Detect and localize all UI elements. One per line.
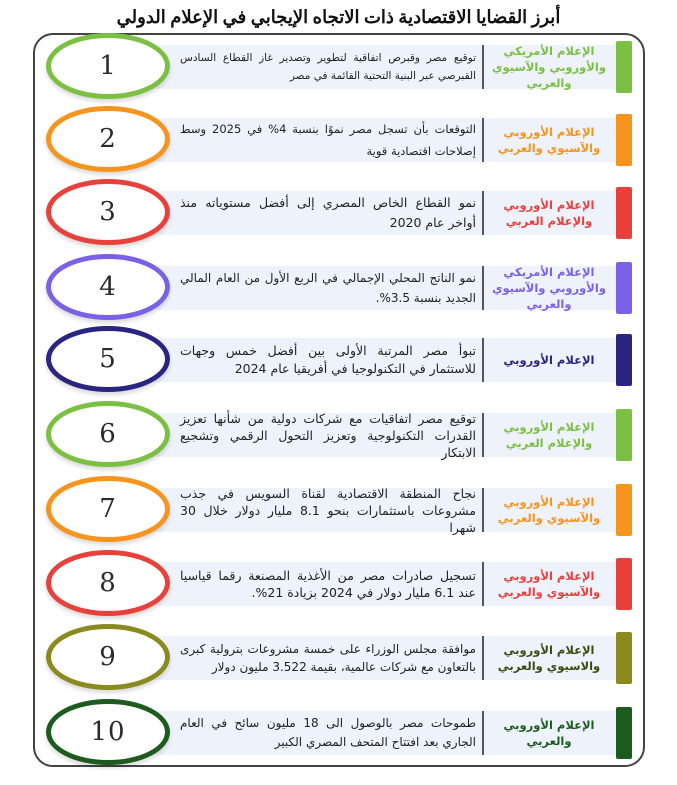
page-title: أبرز القضايا الاقتصادية ذات الاتجاه الإيجابي في الإعلام الدولي xyxy=(116,7,561,27)
number-badge xyxy=(46,326,170,392)
media-sources xyxy=(486,554,612,614)
issue-row xyxy=(42,330,637,390)
issue-number: 3 xyxy=(99,197,117,227)
issue-text: طموحات مصر بالوصول الى 18 مليون سائح في العام الجاري بعد افتتاح المتحف المصري الكبير xyxy=(180,716,476,749)
divider xyxy=(482,562,484,606)
divider xyxy=(482,118,484,162)
issue-row xyxy=(42,480,637,540)
issue-description xyxy=(180,330,476,390)
issue-description xyxy=(180,703,476,763)
issue-text: نمو الناتج المحلي الإجمالي في الربع الأول من العام المالي الجديد بنسبة 3.5%. xyxy=(180,271,476,305)
media-label: الإعلام الأوروبي xyxy=(503,353,595,367)
issue-row xyxy=(42,703,637,763)
media-sources xyxy=(486,258,612,318)
issue-row xyxy=(42,405,637,465)
media-sources xyxy=(486,183,612,243)
issue-row xyxy=(42,258,637,318)
issue-number: 2 xyxy=(99,124,117,154)
number-badge xyxy=(46,550,170,616)
issue-description xyxy=(180,183,476,243)
number-badge xyxy=(46,106,170,172)
issue-number: 8 xyxy=(99,568,117,598)
issue-number: 1 xyxy=(99,51,117,81)
color-tab xyxy=(616,484,632,536)
number-badge xyxy=(46,179,170,245)
media-label: الإعلام الأوروبي والآسيوي والعربي xyxy=(497,495,601,525)
issue-description xyxy=(180,554,476,614)
color-tab xyxy=(616,262,632,314)
number-badge xyxy=(46,254,170,320)
number-badge xyxy=(46,33,170,99)
issue-text: التوقعات بأن تسجل مصر نموًا بنسبة 4% في 2025 وسط إصلاحات اقتصادية قوية xyxy=(180,122,476,158)
issue-number: 4 xyxy=(99,272,117,302)
media-sources xyxy=(486,110,612,170)
issue-number: 9 xyxy=(99,642,117,672)
issue-row xyxy=(42,554,637,614)
media-sources xyxy=(486,480,612,540)
color-tab xyxy=(616,334,632,386)
media-label: الإعلام الأوروبي والإعلام العربي xyxy=(503,198,595,228)
media-label: الإعلام الأوروبي والاسيوي والعربي xyxy=(497,643,601,673)
number-badge xyxy=(46,476,170,542)
issue-number: 5 xyxy=(99,344,117,374)
media-sources xyxy=(486,703,612,763)
issue-row xyxy=(42,37,637,97)
color-tab xyxy=(616,632,632,684)
media-sources xyxy=(486,628,612,688)
issue-description xyxy=(180,628,476,688)
divider xyxy=(482,191,484,235)
issue-text: تسجيل صادرات مصر من الأغذية المصنعة رقما قياسيا عند 6.1 مليار دولار في 2024 بزيادة 21%. xyxy=(180,568,476,600)
divider xyxy=(482,413,484,457)
color-tab xyxy=(616,409,632,461)
issue-description xyxy=(180,405,476,465)
color-tab xyxy=(616,41,632,93)
issue-description xyxy=(180,110,476,170)
color-tab xyxy=(616,707,632,759)
number-badge xyxy=(46,401,170,467)
media-label: الإعلام الأمريكي والأوروبي والآسيوي والعربي xyxy=(492,44,606,90)
media-label: الإعلام الأمريكي والأوروبي والآسيوي والعربي xyxy=(492,265,606,311)
issue-number: 7 xyxy=(99,494,117,524)
color-tab xyxy=(616,558,632,610)
issue-row xyxy=(42,110,637,170)
media-sources xyxy=(486,37,612,97)
media-sources xyxy=(486,330,612,390)
divider xyxy=(482,45,484,89)
divider xyxy=(482,636,484,680)
issue-text: نمو القطاع الخاص المصري إلى أفضل مستوياته منذ أواخر عام 2020 xyxy=(180,195,476,230)
media-label: الإعلام الأوروبي والإعلام العربي xyxy=(503,420,595,450)
media-label: الإعلام الأوروبي والعربي xyxy=(503,718,595,748)
issue-text: نجاح المنطقة الاقتصادية لقناة السويس في جذب مشروعات باستثمارات بنحو 8.1 مليار دولار خلال 30 شهرا xyxy=(180,485,476,535)
color-tab xyxy=(616,187,632,239)
divider xyxy=(482,711,484,755)
issue-description xyxy=(180,480,476,540)
issue-text: تبوأ مصر المرتبة الأولى بين أفضل خمس وجهات للاستثمار في التكنولوجيا في أفريقيا عام 2024 xyxy=(180,343,476,376)
media-label: الإعلام الأوروبي والآسيوي والعربي xyxy=(497,125,601,155)
issue-description xyxy=(180,37,476,97)
divider xyxy=(482,266,484,310)
issue-number: 6 xyxy=(99,419,117,449)
divider xyxy=(482,338,484,382)
issue-row xyxy=(42,183,637,243)
number-badge xyxy=(46,624,170,690)
media-label: الإعلام الأوروبي والآسيوي والعربي xyxy=(497,569,601,599)
number-badge xyxy=(46,699,170,765)
issue-text: توقيع مصر اتفاقيات مع شركات دولية من شأنها تعزيز القدرات التكنولوجية وتعزيز التحول الرقمي وتشجيع الابتكار xyxy=(180,410,476,460)
issue-text: موافقة مجلس الوزراء على خمسة مشروعات بترولية كبرى بالتعاون مع شركات عالمية، بقيمة 3.522 مليون دولار xyxy=(180,642,476,674)
divider xyxy=(482,488,484,532)
color-tab xyxy=(616,114,632,166)
issue-number: 10 xyxy=(90,717,126,747)
media-sources xyxy=(486,405,612,465)
issue-description xyxy=(180,258,476,318)
issue-text: توقيع مصر وقبرص اتفاقية لتطوير وتصدير غاز القطاع السادس القبرصي عبر البنية التحتية القائمة في مصر xyxy=(180,52,476,82)
issue-row xyxy=(42,628,637,688)
